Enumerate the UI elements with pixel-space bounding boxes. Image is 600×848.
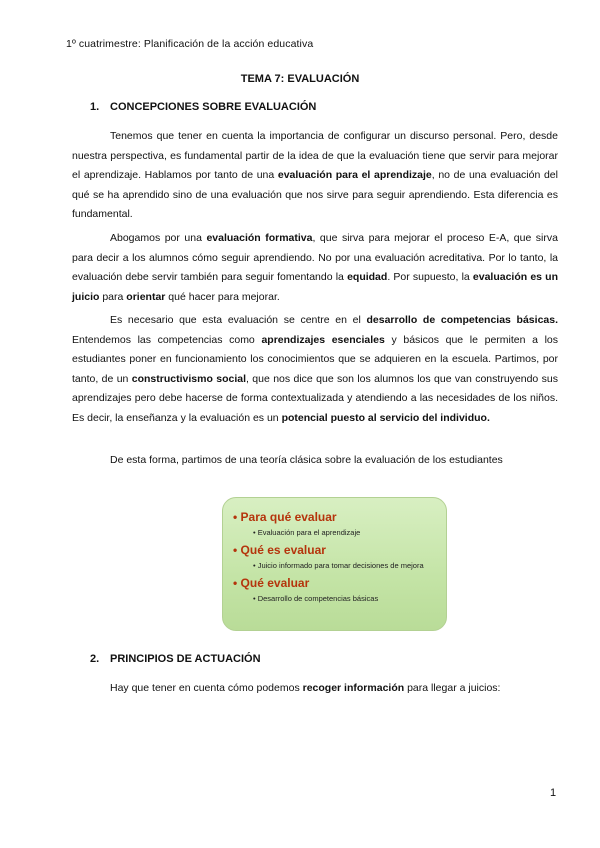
text-run: qué hacer para mejorar. (165, 290, 280, 303)
text-run: para (99, 290, 127, 303)
evaluation-diagram (222, 497, 447, 631)
text-run: Tenemos que tener en cuenta la importancia de configurar un discurso personal. Pero, desde nuestra perspectiva, es fundamental partir de la idea de que la evaluación tiene que servir para mejorar el aprendizaje. Hablamos por tanto de una (72, 130, 558, 181)
section-number: 1. (90, 101, 100, 113)
diagram-detail: • Desarrollo de competencias básicas (253, 594, 436, 603)
diagram-heading: • Qué es evaluar (233, 543, 436, 558)
text-run: Hay que tener en cuenta cómo podemos (110, 682, 303, 694)
running-header: 1º cuatrimestre: Planificación de la acción educativa (66, 38, 314, 50)
page-number: 1 (550, 787, 557, 799)
text-run: , que nos dice que son los alumnos los que van construyendo sus aprendizajes pero debe hacerse de forma contextualizada y atendiendo a las necesidades de los niños. Es decir, la enseñanza y la evaluación es un (72, 372, 558, 424)
section-heading-1 (90, 101, 316, 113)
section-number: 2. (90, 653, 100, 665)
bold-term: desarrollo de competencias básicas. (366, 314, 559, 326)
bold-term: recoger información (302, 682, 405, 694)
paragraph-5 (72, 679, 558, 699)
bold-term: aprendizajes esenciales (261, 333, 385, 346)
text-run: Entendemos las competencias como (72, 333, 262, 346)
bold-term: potencial puesto al servicio del individuo. (281, 411, 490, 424)
diagram-heading: • Para qué evaluar (233, 510, 436, 525)
topic-title: TEMA 7: EVALUACIÓN (240, 73, 360, 85)
paragraph-4: De esta forma, partimos de una teoría clásica sobre la evaluación de los estudiantes (110, 454, 503, 466)
section-title: PRINCIPIOS DE ACTUACIÓN (110, 653, 261, 665)
diagram-detail: • Evaluación para el aprendizaje (253, 528, 436, 537)
text-run: Es necesario que esta evaluación se centre en el (110, 314, 367, 326)
paragraph-3 (72, 311, 558, 428)
text-run: Abogamos por una (110, 232, 207, 244)
bold-term: evaluación para el aprendizaje (277, 169, 432, 181)
diagram-heading: • Qué evaluar (233, 576, 436, 591)
paragraph-1 (72, 127, 558, 225)
text-run: , que sirva para mejorar el proceso E-A, que sirva para decir a los alumnos cómo seguir aprendiendo. No por una evaluación acreditativa. Por lo tanto, la evaluación debe servir también para seguir fomentando la (72, 232, 558, 283)
diagram-detail: • Juicio informado para tomar decisiones de mejora (253, 561, 436, 570)
text-run: , no de una evaluación del qué se ha aprendido sino de una evaluación que nos sirve para seguir aprendiendo. Esta diferencia es fundamental. (72, 169, 558, 220)
section-title: CONCEPCIONES SOBRE EVALUACIÓN (110, 101, 317, 113)
text-run: para llegar a juicios: (404, 682, 501, 694)
bold-term: evaluación es un juicio (72, 271, 558, 303)
text-run: . Por supuesto, la (387, 271, 473, 283)
section-heading-2 (90, 653, 261, 665)
paragraph-2 (72, 229, 558, 307)
bold-term: constructivismo social (131, 372, 247, 385)
bold-term: evaluación formativa (206, 232, 313, 244)
bold-term: equidad (347, 271, 388, 283)
text-run: y básicos que le permiten a los estudiantes poner en funcionamiento los conocimientos que se adquieren en la escuela. Partimos, por tanto, de un (72, 333, 559, 385)
bold-term: orientar (126, 290, 166, 303)
